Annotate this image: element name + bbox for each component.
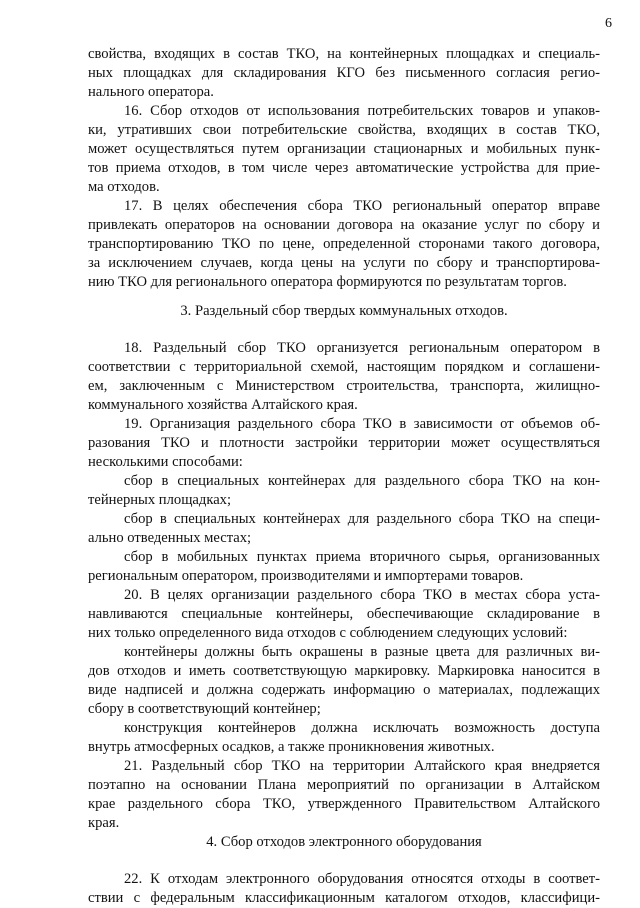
text-line: 21. Раздельный сбор ТКО на территории Алтайского края внедряется bbox=[124, 758, 600, 774]
text-line: за исключением случаев, когда цены на услуги по сбору и транспортирова- bbox=[88, 255, 600, 271]
text-line: поэтапно на основании Плана мероприятий по организации в Алтайском bbox=[88, 777, 600, 793]
paragraph bbox=[88, 415, 600, 472]
text-line: нального оператора. bbox=[88, 84, 214, 100]
text-line: 18. Раздельный сбор ТКО организуется региональным оператором в bbox=[124, 340, 600, 356]
text-line: 17. В целях обеспечения сбора ТКО региональный оператор вправе bbox=[124, 198, 600, 214]
text-line: контейнеры должны быть окрашены в разные цвета для различных ви- bbox=[124, 644, 600, 660]
text-line: 20. В целях организации раздельного сбора ТКО в местах сбора уста- bbox=[124, 587, 600, 603]
paragraph bbox=[88, 586, 600, 643]
text-line: ма отходов. bbox=[88, 179, 160, 195]
text-line: соответствии с территориальной схемой, настоящим порядком и соглашени- bbox=[88, 359, 600, 375]
text-line: свойства, входящих в состав ТКО, на контейнерных площадках и специаль- bbox=[88, 46, 600, 62]
text-line: виде надписей и должна содержать информацию о материалах, подлежащих bbox=[88, 682, 600, 698]
text-line: крае раздельного сбора ТКО, утвержденного Правительством Алтайского bbox=[88, 796, 600, 812]
text-line: дов отходов и иметь соответствующую маркировку. Маркировка наносится в bbox=[88, 663, 600, 679]
spacer bbox=[88, 852, 600, 870]
text-line: региональным оператором, производителями и импортерами товаров. bbox=[88, 568, 524, 584]
text-line: 22. К отходам электронного оборудования относятся отходы в соответ- bbox=[124, 871, 600, 887]
text-line: разования ТКО и плотности застройки территории может осуществляться bbox=[88, 435, 600, 451]
text-line: сбор в мобильных пунктах приема вторичного сырья, организованных bbox=[124, 549, 600, 565]
section-heading: 4. Сбор отходов электронного оборудования bbox=[206, 834, 482, 850]
page-number: 6 bbox=[605, 16, 612, 31]
text-line: коммунального хозяйства Алтайского края. bbox=[88, 397, 358, 413]
text-line: ально отведенных местах; bbox=[88, 530, 252, 546]
text-line: ки, утративших свои потребительские свойства, входящих в состав ТКО, bbox=[88, 122, 600, 138]
paragraph bbox=[88, 870, 600, 908]
paragraph bbox=[88, 45, 600, 102]
spacer bbox=[88, 292, 600, 302]
text-line: навливаются специальные контейнеры, обеспечивающие складирование в bbox=[88, 606, 600, 622]
paragraph bbox=[88, 339, 600, 415]
text-line: транспортированию ТКО по цене, определенной сторонами такого договора, bbox=[88, 236, 600, 252]
text-line: несколькими способами: bbox=[88, 454, 243, 470]
text-line: конструкция контейнеров должна исключать возможность доступа bbox=[124, 720, 600, 736]
text-line: ем, заключенным с Министерством строительства, транспорта, жилищно- bbox=[88, 378, 600, 394]
paragraph bbox=[88, 757, 600, 833]
text-line: сбор в специальных контейнерах для раздельного сбора ТКО на кон- bbox=[124, 473, 600, 489]
text-line: привлекать операторов на основании договора на оказание услуг по сбору и bbox=[88, 217, 600, 233]
text-line: ствии с федеральным классификационным каталогом отходов, классифици- bbox=[88, 890, 600, 906]
text-line: 19. Организация раздельного сбора ТКО в зависимости от объемов об- bbox=[124, 416, 600, 432]
paragraph bbox=[88, 102, 600, 197]
paragraph bbox=[88, 643, 600, 719]
paragraph bbox=[88, 548, 600, 586]
text-line: нию ТКО для регионального оператора формируются по результатам торгов. bbox=[88, 274, 567, 290]
paragraph bbox=[88, 197, 600, 292]
text-line: тов приема отходов, в том числе через автоматические устройства для прие- bbox=[88, 160, 600, 176]
text-line: них только определенного вида отходов с соблюдением следующих условий: bbox=[88, 625, 568, 641]
text-line: 16. Сбор отходов от использования потребительских товаров и упаков- bbox=[124, 103, 600, 119]
text-line: внутрь атмосферных осадков, а также проникновения животных. bbox=[88, 739, 495, 755]
document-body bbox=[88, 45, 600, 908]
section-heading: 3. Раздельный сбор твердых коммунальных отходов. bbox=[180, 303, 508, 319]
paragraph bbox=[88, 719, 600, 757]
text-line: края. bbox=[88, 815, 120, 831]
paragraph bbox=[88, 510, 600, 548]
paragraph bbox=[88, 472, 600, 510]
text-line: тейнерных площадках; bbox=[88, 492, 232, 508]
text-line: может осуществляться путем организации стационарных и мобильных пунк- bbox=[88, 141, 600, 157]
text-line: сбору в соответствующий контейнер; bbox=[88, 701, 321, 717]
spacer bbox=[88, 321, 600, 339]
text-line: ных площадках для складирования КГО без письменного согласия регио- bbox=[88, 65, 600, 81]
text-line: сбор в специальных контейнерах для раздельного сбора ТКО на специ- bbox=[124, 511, 600, 527]
